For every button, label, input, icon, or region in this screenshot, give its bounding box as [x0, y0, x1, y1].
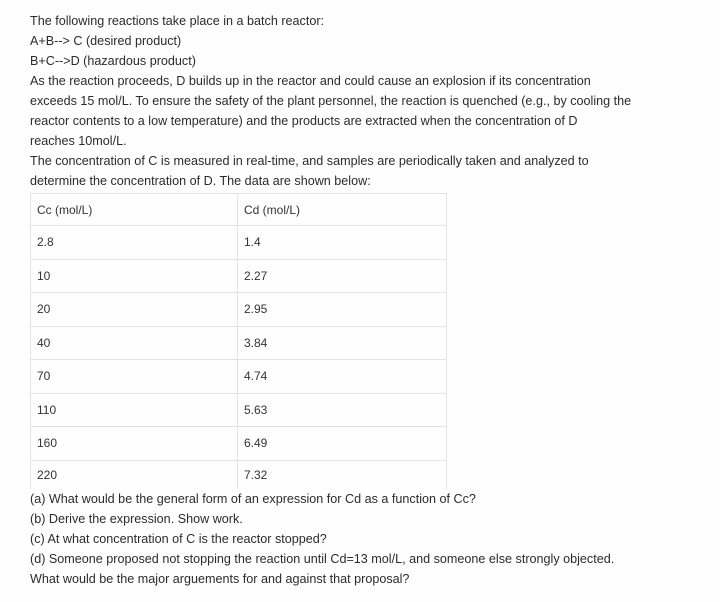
question-c: (c) At what concentration of C is the reactor stopped? — [30, 531, 327, 546]
intro-line: reactor contents to a low temperature) and the products are extracted when the concentration of D — [30, 114, 578, 128]
question-d: (d) Someone proposed not stopping the reaction until Cd=13 mol/L, and someone else strongly objected. — [30, 551, 615, 566]
reaction-desired: A+B--> C (desired product) — [30, 34, 182, 48]
cd-value: 6.49 — [238, 427, 447, 461]
table-row — [31, 326, 447, 360]
table-row — [31, 259, 447, 293]
cd-value: 4.74 — [238, 360, 447, 394]
cc-value: 160 — [31, 427, 238, 461]
cd-value: 2.27 — [238, 259, 447, 293]
table-row — [31, 293, 447, 327]
problem-statement — [30, 11, 710, 191]
cc-value: 220 — [31, 460, 238, 489]
table-header-row — [31, 194, 447, 226]
table-row — [31, 427, 447, 461]
cc-value: 10 — [31, 259, 238, 293]
cd-value: 2.95 — [238, 293, 447, 327]
cd-value: 5.63 — [238, 393, 447, 427]
question-b: (b) Derive the expression. Show work. — [30, 511, 243, 526]
intro-line: determine the concentration of D. The data are shown below: — [30, 174, 371, 188]
problem-document — [30, 11, 710, 589]
cd-value: 1.4 — [238, 226, 447, 260]
intro-line: The following reactions take place in a batch reactor: — [30, 14, 325, 28]
table-row — [31, 360, 447, 394]
cc-value: 40 — [31, 326, 238, 360]
cc-value: 2.8 — [31, 226, 238, 260]
table-row — [31, 393, 447, 427]
reaction-hazardous: B+C-->D (hazardous product) — [30, 54, 196, 68]
intro-line: As the reaction proceeds, D builds up in the reactor and could cause an explosion if its concentration — [30, 74, 591, 88]
cc-value: 20 — [31, 293, 238, 327]
column-header-cc: Cc (mol/L) — [31, 194, 238, 226]
cc-value: 110 — [31, 393, 238, 427]
table-row — [31, 460, 447, 489]
question-a: (a) What would be the general form of an expression for Cd as a function of Cc? — [30, 491, 476, 506]
column-header-cd: Cd (mol/L) — [238, 194, 447, 226]
table-row — [31, 226, 447, 260]
question-list — [30, 489, 710, 589]
question-d-continued: What would be the major arguements for and against that proposal? — [30, 571, 410, 586]
cd-value: 3.84 — [238, 326, 447, 360]
intro-line: The concentration of C is measured in real-time, and samples are periodically taken and analyzed to — [30, 154, 589, 168]
intro-line: exceeds 15 mol/L. To ensure the safety of the plant personnel, the reaction is quenched (e.g., by cooling the — [30, 94, 632, 108]
intro-line: reaches 10mol/L. — [30, 134, 127, 148]
concentration-table — [30, 193, 447, 489]
cc-value: 70 — [31, 360, 238, 394]
cd-value: 7.32 — [238, 460, 447, 489]
